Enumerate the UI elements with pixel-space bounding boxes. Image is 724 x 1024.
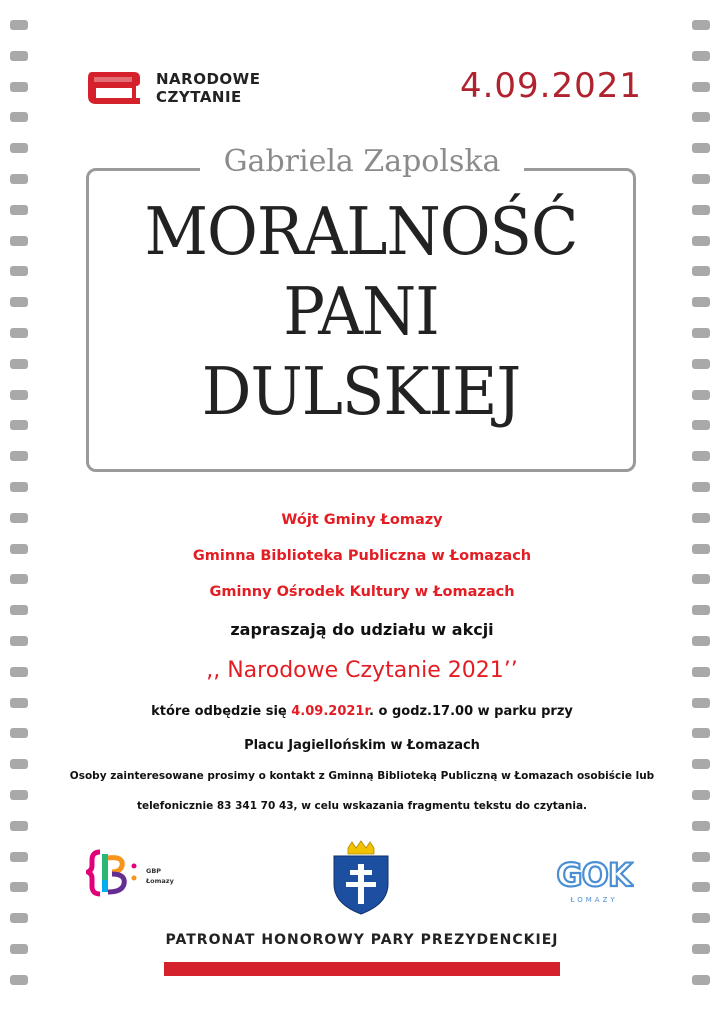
film-perforation-hole bbox=[10, 266, 28, 276]
film-perforation-hole bbox=[10, 236, 28, 246]
film-perforation-hole bbox=[692, 390, 710, 400]
film-perforation-hole bbox=[692, 574, 710, 584]
film-perforation-hole bbox=[10, 451, 28, 461]
film-perforation-hole bbox=[10, 420, 28, 430]
film-perforation-hole bbox=[692, 297, 710, 307]
gbp-logo bbox=[86, 848, 196, 898]
film-perforation-hole bbox=[692, 359, 710, 369]
event-details-line1 bbox=[0, 704, 724, 719]
contact-line2: telefonicznie 83 341 70 43, w celu wskazania fragmentu tekstu do czytania. bbox=[136, 800, 588, 812]
author-name: Gabriela Zapolska bbox=[200, 142, 524, 182]
film-perforation-hole bbox=[10, 390, 28, 400]
details-date: 4.09.2021r bbox=[291, 704, 370, 719]
film-perforation-hole bbox=[692, 328, 710, 338]
event-date: 4.09.2021 bbox=[459, 66, 642, 106]
film-perforation-hole bbox=[10, 359, 28, 369]
film-perforation-hole bbox=[10, 174, 28, 184]
film-perforation-hole bbox=[692, 759, 710, 769]
event-name: ,, Narodowe Czytanie 2021’’ bbox=[206, 658, 518, 683]
gbp-text-line: GBP bbox=[146, 867, 162, 875]
film-perforation-hole bbox=[692, 852, 710, 862]
film-perforation-hole bbox=[692, 112, 710, 122]
details-text: . o godz.17.00 w parku przy bbox=[369, 704, 573, 719]
film-perforation-hole bbox=[10, 205, 28, 215]
gbp-text-line: Łomazy bbox=[146, 877, 174, 885]
film-perforation-hole bbox=[692, 51, 710, 61]
book-title-line: PANI bbox=[283, 273, 439, 350]
film-perforation-hole bbox=[692, 821, 710, 831]
organizer-line: Gminna Biblioteka Publiczna w Łomazach bbox=[192, 548, 532, 564]
film-perforation-hole bbox=[10, 574, 28, 584]
film-perforation-hole bbox=[692, 20, 710, 30]
book-title-line: DULSKIEJ bbox=[201, 353, 521, 430]
film-perforation-hole bbox=[10, 759, 28, 769]
book-title-line: MORALNOŚĆ bbox=[144, 193, 578, 270]
film-perforation-hole bbox=[692, 205, 710, 215]
film-perforation-hole bbox=[692, 266, 710, 276]
logo-text-line2: CZYTANIE bbox=[156, 88, 242, 106]
organizer-line: Gminny Ośrodek Kultury w Łomazach bbox=[209, 584, 515, 600]
film-perforation-hole bbox=[692, 913, 710, 923]
coat-of-arms-icon bbox=[330, 840, 392, 916]
film-perforation-hole bbox=[692, 882, 710, 892]
film-perforation-hole bbox=[692, 236, 710, 246]
film-perforation-hole bbox=[692, 420, 710, 430]
film-perforation-hole bbox=[692, 82, 710, 92]
film-perforation-hole bbox=[10, 328, 28, 338]
organizer-line: Wójt Gminy Łomazy bbox=[281, 512, 443, 528]
gok-logo-text: GOK bbox=[556, 856, 632, 894]
details-text: które odbędzie się bbox=[151, 704, 292, 719]
film-perforation-hole bbox=[10, 143, 28, 153]
film-perforation-hole bbox=[10, 51, 28, 61]
film-perforation-hole bbox=[10, 728, 28, 738]
red-bar-divider bbox=[164, 962, 560, 976]
film-perforation-hole bbox=[10, 605, 28, 615]
film-perforation-hole bbox=[10, 882, 28, 892]
film-perforation-hole bbox=[692, 790, 710, 800]
book-title bbox=[86, 192, 636, 432]
invite-text: zapraszają do udziału w akcji bbox=[230, 620, 494, 639]
film-perforation-hole bbox=[692, 605, 710, 615]
book-icon bbox=[86, 68, 146, 106]
film-perforation-hole bbox=[692, 728, 710, 738]
film-perforation-hole bbox=[10, 975, 28, 985]
film-perforation-hole bbox=[10, 790, 28, 800]
film-perforation-hole bbox=[692, 174, 710, 184]
gok-logo-subtext: ŁOMAZY bbox=[570, 896, 618, 904]
film-perforation-hole bbox=[10, 852, 28, 862]
event-details-line2: Placu Jagiellońskim w Łomazach bbox=[244, 738, 480, 753]
film-perforation-hole bbox=[692, 975, 710, 985]
film-perforation-hole bbox=[692, 143, 710, 153]
film-perforation-hole bbox=[692, 451, 710, 461]
film-perforation-hole bbox=[10, 82, 28, 92]
film-perforation-hole bbox=[692, 482, 710, 492]
film-perforation-hole bbox=[10, 112, 28, 122]
logo-text-line1: NARODOWE bbox=[156, 70, 261, 88]
contact-line1: Osoby zainteresowane prosimy o kontakt z Gminną Biblioteką Publiczną w Łomazach osobiście lub bbox=[69, 770, 655, 782]
film-perforation-hole bbox=[10, 913, 28, 923]
gbp-logo-text bbox=[146, 866, 174, 886]
film-perforation-hole bbox=[10, 297, 28, 307]
gok-logo bbox=[554, 846, 634, 908]
narodowe-czytanie-logo bbox=[86, 68, 266, 108]
patronat-text: PATRONAT HONOROWY PARY PREZYDENCKIEJ bbox=[165, 932, 559, 948]
film-perforation-hole bbox=[10, 482, 28, 492]
film-perforation-hole bbox=[10, 20, 28, 30]
film-perforation-hole bbox=[10, 821, 28, 831]
